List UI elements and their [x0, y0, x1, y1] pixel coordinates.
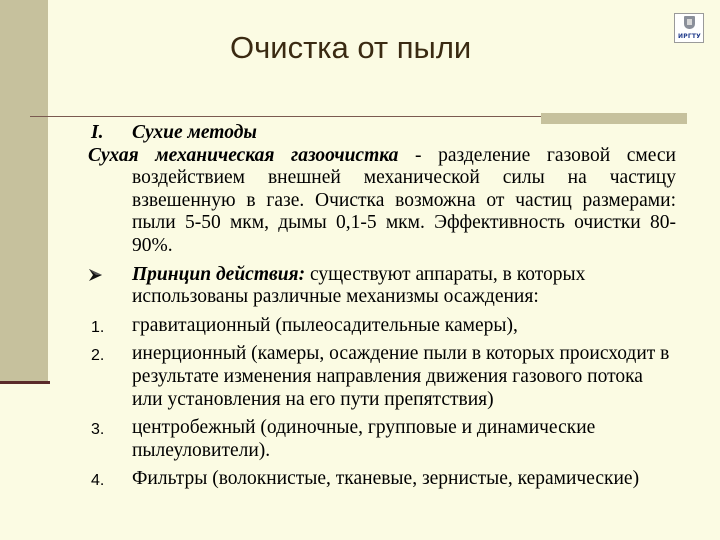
list-item [88, 417, 676, 462]
list-number: 3. [91, 421, 105, 439]
university-logo-icon [674, 13, 704, 43]
definition-paragraph [88, 145, 676, 258]
list-item-text: инерционный (камеры, осаждение пыли в которых происходит в результате изменения направления движения газового потока или установления на его пути препятствия) [132, 343, 670, 410]
slide-title: Очистка от пыли [230, 30, 472, 65]
principle-text: существуют аппараты, в которых использованы различные механизмы осаждения: [132, 263, 586, 308]
definition-term: Сухая механическая газоочистка [88, 144, 399, 166]
list-item [88, 315, 676, 338]
list-number: 4. [91, 472, 105, 490]
principle-term: Принцип действия: [132, 263, 306, 285]
section-number: I. [91, 122, 104, 143]
logo-text: ИРГТУ [678, 33, 701, 40]
emblem-shield-icon [684, 16, 695, 29]
left-bar-underline [0, 381, 50, 384]
list-number: 2. [91, 347, 105, 365]
list-item-text: гравитационный (пылеосадительные камеры), [132, 314, 518, 336]
principle-bullet [88, 264, 676, 309]
slide-content [88, 122, 676, 491]
left-decorative-bar [0, 0, 48, 384]
section-heading-text: Сухие методы [132, 122, 257, 143]
list-number: 1. [91, 318, 105, 336]
definition-text: - разделение газовой смеси воздействием внешней механической силы на частицу взвешенную в газе. Очистка возможна от частиц размерами: пыли 5-50 мкм, дымы 0,1-5 мкм. Эффективность очистки 80-90%. [132, 144, 676, 256]
list-item [88, 343, 676, 411]
arrow-bullet-icon [88, 268, 103, 282]
list-item-text: Фильтры (волокнистые, тканевые, зернистые, керамические) [132, 468, 640, 490]
list-item [88, 468, 676, 491]
list-item-text: центробежный (одиночные, групповые и динамические пылеуловители). [132, 417, 596, 461]
section-heading [88, 122, 676, 145]
